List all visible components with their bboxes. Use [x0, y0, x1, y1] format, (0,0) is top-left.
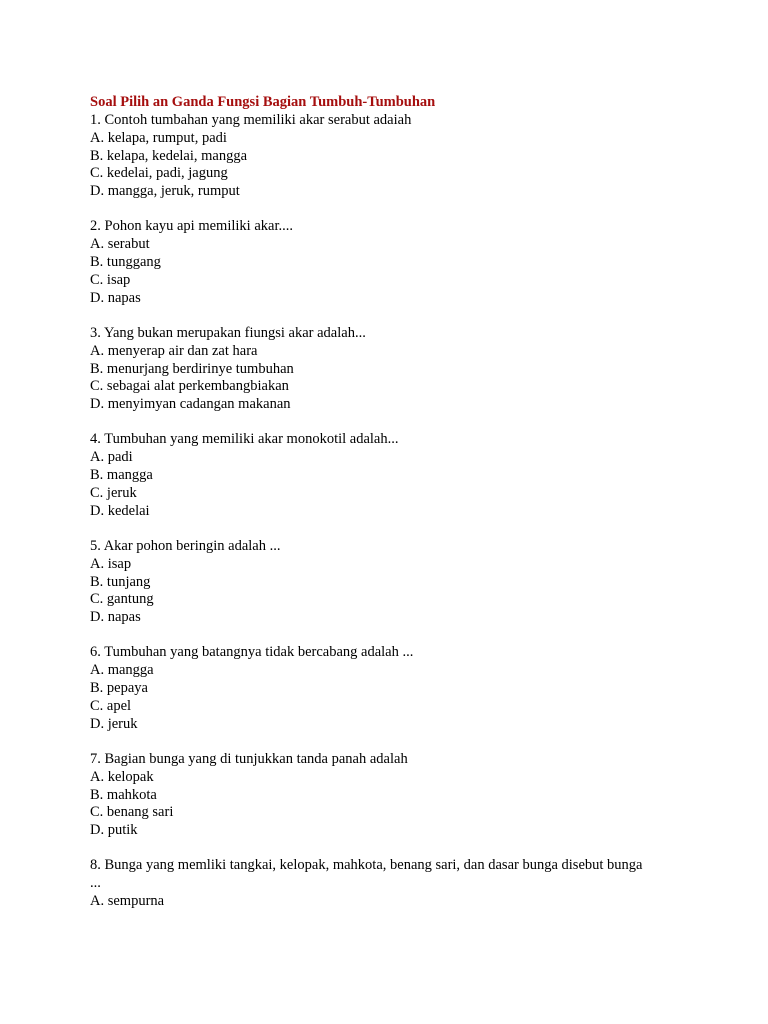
document-title: Soal Pilih an Ganda Fungsi Bagian Tumbuh-Tumbuhan	[90, 94, 436, 110]
answer-option: D. menyimyan cadangan makanan	[90, 396, 291, 413]
answer-option: C. gantung	[90, 591, 154, 608]
answer-option: A. padi	[90, 449, 133, 466]
answer-option: A. menyerap air dan zat hara	[90, 342, 258, 359]
question-stem: 8. Bunga yang memliki tangkai, kelopak, mahkota, benang sari, dan dasar bunga disebut bunga ...	[90, 857, 643, 892]
answer-option: B. mahkota	[90, 786, 157, 803]
answer-option: C. jeruk	[90, 484, 137, 501]
answer-option: D. napas	[90, 609, 141, 626]
answer-option: B. menurjang berdirinye tumbuhan	[90, 360, 294, 377]
answer-option: D. mangga, jeruk, rumput	[90, 183, 240, 200]
question-stem: 7. Bagian bunga yang di tunjukkan tanda panah adalah	[90, 750, 408, 767]
document-page	[90, 93, 650, 928]
question-stem: 3. Yang bukan merupakan fiungsi akar adalah...	[90, 324, 366, 341]
answer-option: D. putik	[90, 822, 138, 839]
answer-option: C. isap	[90, 271, 131, 288]
question-1	[90, 112, 650, 201]
question-4	[90, 431, 650, 520]
answer-option: A. kelopak	[90, 768, 154, 785]
answer-option: B. kelapa, kedelai, mangga	[90, 147, 248, 164]
answer-option: C. kedelai, padi, jagung	[90, 165, 228, 182]
question-3	[90, 325, 650, 414]
question-stem: 4. Tumbuhan yang memiliki akar monokotil adalah...	[90, 431, 399, 448]
question-stem: 5. Akar pohon beringin adalah ...	[90, 537, 281, 554]
answer-option: C. apel	[90, 697, 132, 714]
answer-option: B. tunjang	[90, 573, 151, 590]
question-list	[90, 112, 650, 911]
answer-option: A. mangga	[90, 662, 154, 679]
answer-option: B. pepaya	[90, 680, 148, 697]
question-8	[90, 857, 650, 910]
question-6	[90, 644, 650, 733]
question-5	[90, 538, 650, 627]
answer-option: A. sempurna	[90, 892, 165, 909]
answer-option: D. napas	[90, 289, 141, 306]
question-stem: 1. Contoh tumbahan yang memiliki akar serabut adaiah	[90, 112, 412, 128]
answer-option: A. serabut	[90, 236, 150, 253]
question-2	[90, 218, 650, 307]
answer-option: D. kedelai	[90, 502, 150, 519]
answer-option: C. sebagai alat perkembangbiakan	[90, 378, 289, 395]
question-stem: 6. Tumbuhan yang batangnya tidak bercabang adalah ...	[90, 644, 414, 661]
answer-option: A. isap	[90, 555, 132, 572]
answer-option: C. benang sari	[90, 804, 174, 821]
answer-option: B. tunggang	[90, 254, 161, 271]
question-stem: 2. Pohon kayu api memiliki akar....	[90, 218, 293, 235]
answer-option: D. jeruk	[90, 715, 138, 732]
question-7	[90, 751, 650, 840]
answer-option: A. kelapa, rumput, padi	[90, 129, 227, 146]
answer-option: B. mangga	[90, 467, 153, 484]
